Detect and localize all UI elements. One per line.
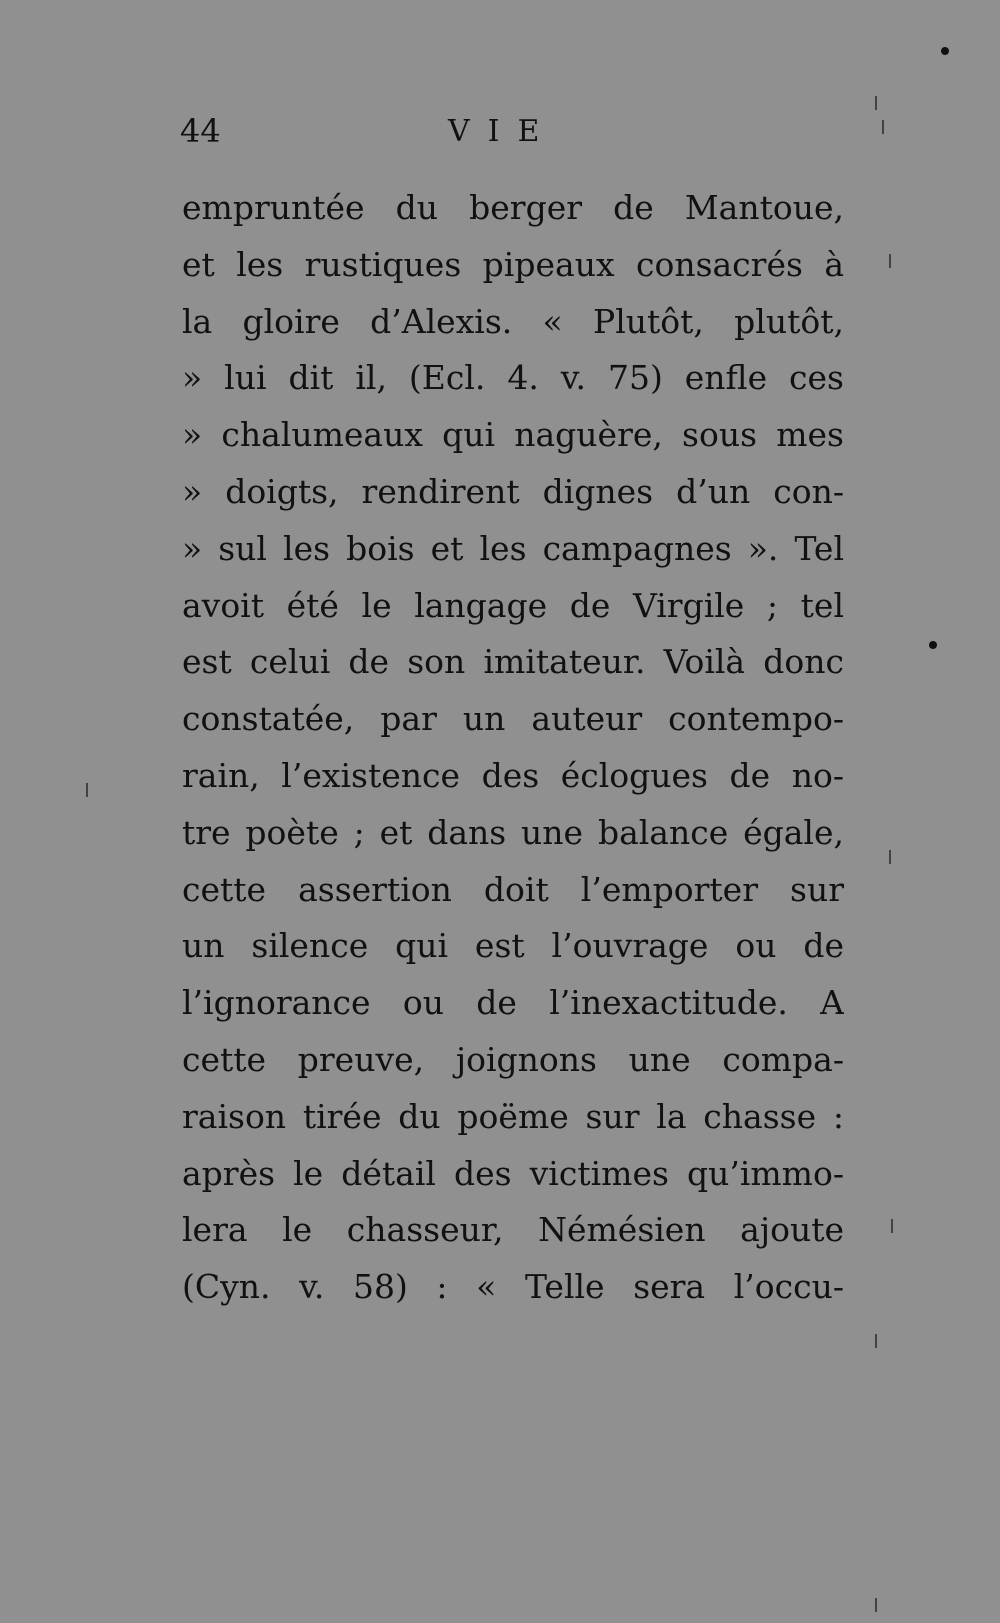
text-line-14: un silence qui est l’ouvrage ou de: [182, 926, 844, 966]
scan-mark: [875, 1598, 877, 1612]
text-line-6: » doigts, rendirent dignes d’un con-: [182, 471, 844, 511]
page-header: [180, 112, 840, 160]
text-line-17: raison tirée du poëme sur la chasse :: [182, 1096, 844, 1136]
scan-mark: [889, 850, 891, 864]
text-line-5: » chalumeaux qui naguère, sous mes: [182, 415, 844, 455]
text-line-11: rain, l’existence des éclogues de no-: [182, 755, 844, 795]
scan-mark: [891, 1219, 893, 1233]
scan-mark: [889, 254, 891, 268]
scan-mark: [86, 783, 88, 797]
text-line-8: avoit été le langage de Virgile ; tel: [182, 585, 844, 625]
text-line-19: lera le chasseur, Némésien ajoute: [182, 1210, 844, 1250]
text-line-16: cette preuve, joignons une compa-: [182, 1039, 844, 1079]
text-line-1: empruntée du berger de Mantoue,: [182, 188, 844, 227]
text-line-15: l’ignorance ou de l’inexactitude. A: [182, 983, 844, 1023]
text-line-2: et les rustiques pipeaux consacrés à: [182, 244, 844, 284]
scan-speck: [929, 641, 937, 649]
body-text: [182, 180, 844, 1316]
text-line-12: tre poète ; et dans une balance égale,: [182, 812, 844, 852]
text-line-20: (Cyn. v. 58) : « Telle sera l’occu-: [182, 1267, 844, 1307]
running-head: VIE: [448, 114, 558, 149]
scan-mark: [875, 96, 877, 110]
text-line-10: constatée, par un auteur contempo-: [182, 699, 844, 739]
text-line-7: » sul les bois et les campagnes ». Tel: [182, 528, 844, 568]
scan-speck: [941, 47, 949, 55]
text-line-9: est celui de son imitateur. Voilà donc: [182, 642, 844, 682]
text-line-18: après le détail des victimes qu’immo-: [182, 1153, 844, 1193]
scan-mark: [882, 120, 884, 134]
scan-mark: [875, 1334, 877, 1348]
page-number: 44: [180, 112, 221, 150]
text-line-4: » lui dit il, (Ecl. 4. v. 75) enfle ces: [182, 358, 844, 398]
text-line-13: cette assertion doit l’emporter sur: [182, 869, 844, 909]
text-line-3: la gloire d’Alexis. « Plutôt, plutôt,: [182, 301, 844, 341]
